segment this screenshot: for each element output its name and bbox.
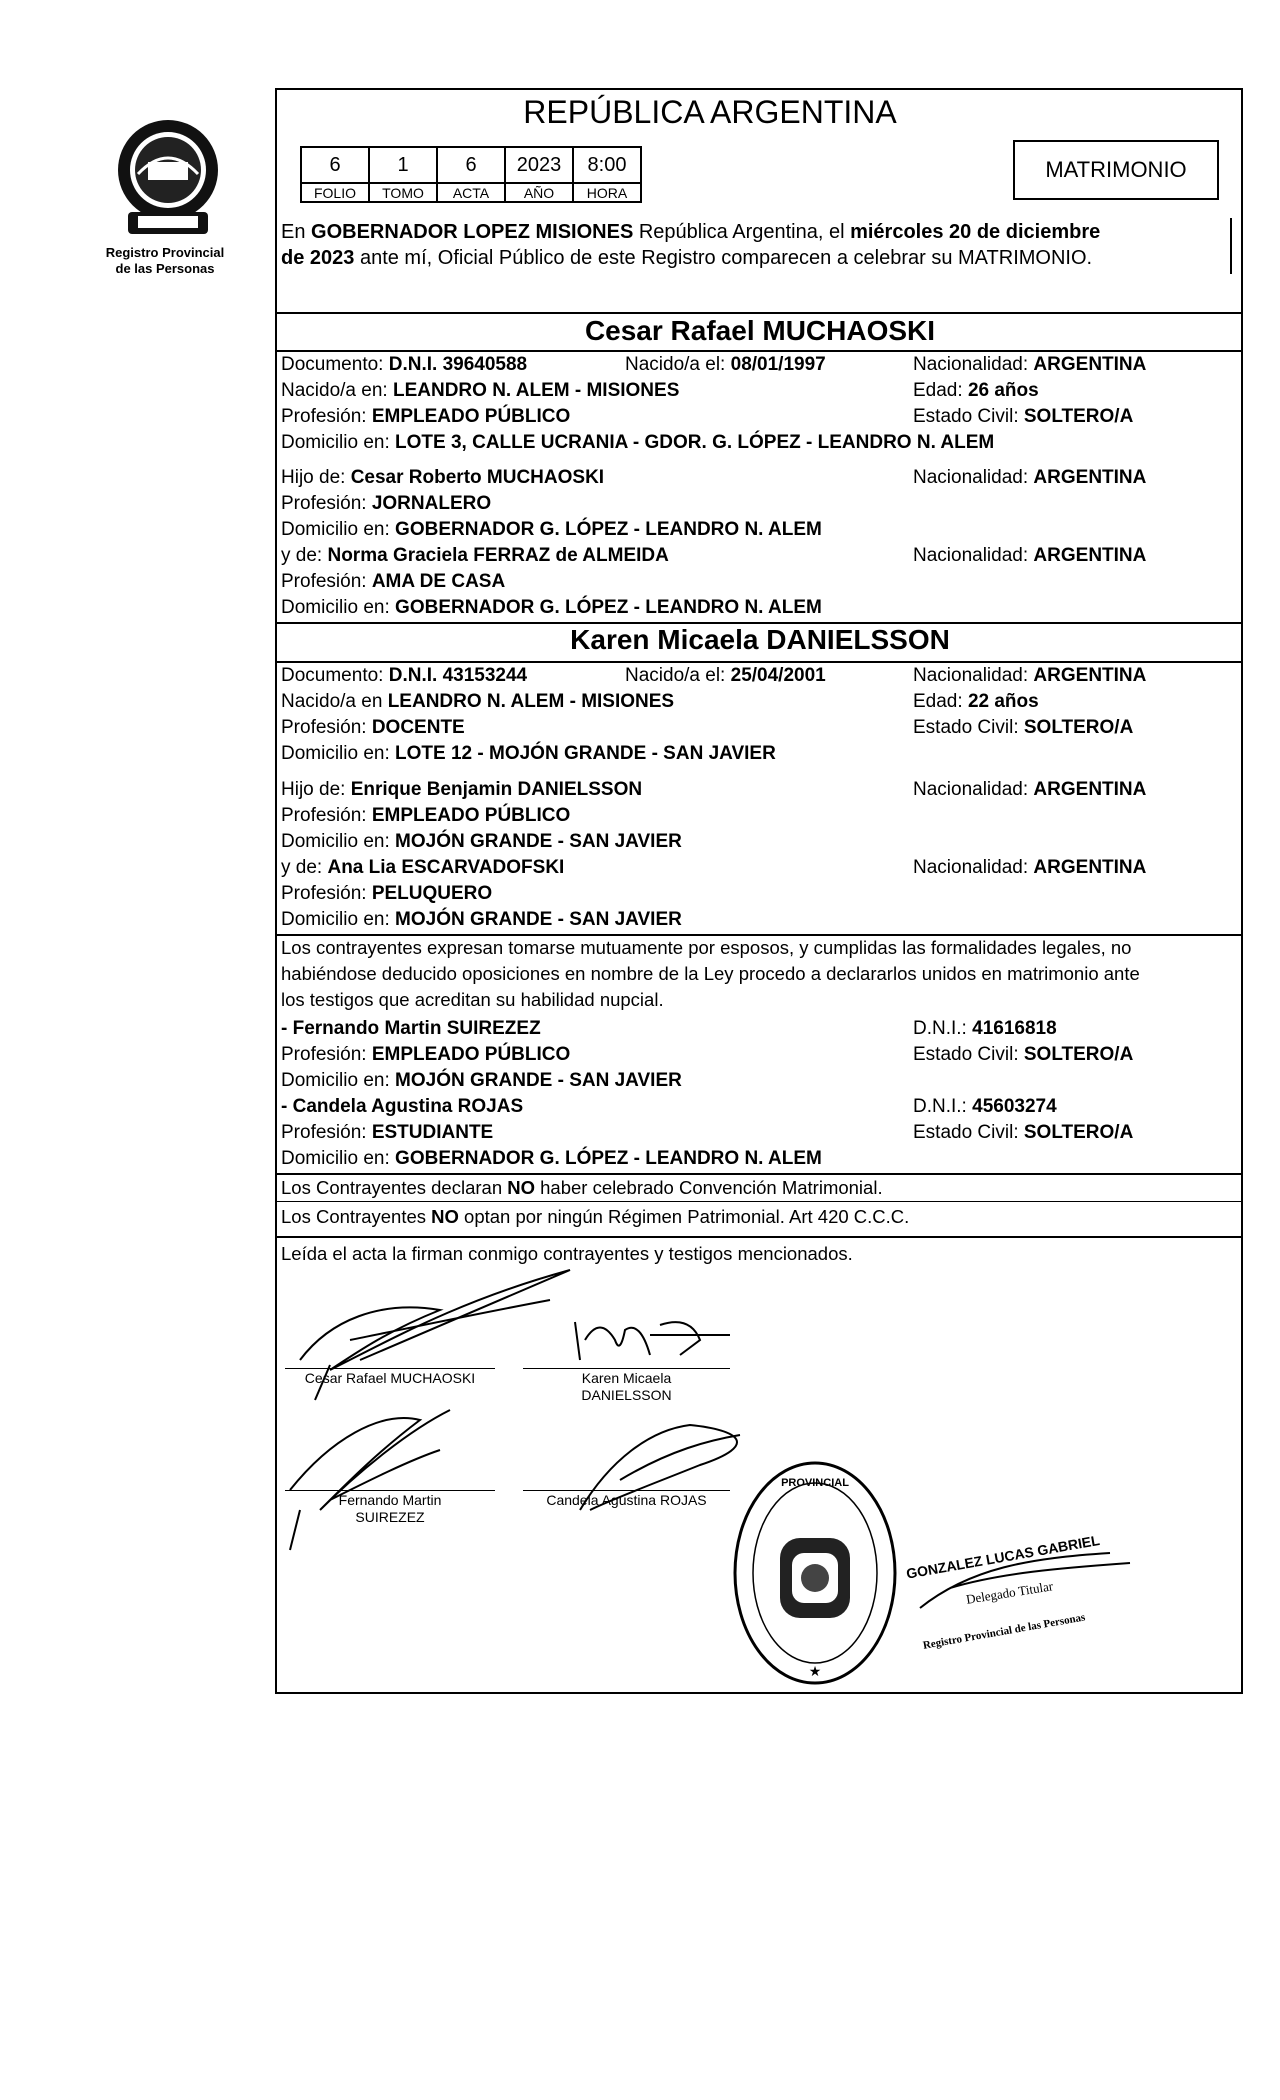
intro-right-border [1230, 218, 1232, 274]
officer-name: GONZALEZ LUCAS GABRIEL [905, 1531, 1101, 1582]
spouse2-father-profession: Profesión: EMPLEADO PÚBLICO [281, 805, 571, 826]
spouse2-signature [575, 1322, 730, 1360]
spouse2-profession: Profesión: DOCENTE [281, 717, 465, 738]
spouse2-mother-nationality: Nacionalidad: ARGENTINA [913, 857, 1147, 878]
divider-closing [275, 1236, 1243, 1238]
spouse1-profession: Profesión: EMPLEADO PÚBLICO [281, 406, 571, 427]
province-seal-logo [108, 112, 228, 242]
spouse1-father-profession: Profesión: JORNALERO [281, 493, 492, 514]
witness1-signature-line [285, 1490, 495, 1491]
spouse1-signature-caption: Cesar Rafael MUCHAOSKI [304, 1370, 476, 1386]
witness2-address: Domicilio en: GOBERNADOR G. LÓPEZ - LEANDRO N. ALEM [281, 1148, 822, 1169]
acta-label: ACTA [437, 183, 505, 202]
declaration-line-3: los testigos que acreditan su habilidad nupcial. [281, 989, 664, 1010]
frame-bottom [275, 1692, 1243, 1694]
regime-line-1: Los Contrayentes declaran NO haber celebrado Convención Matrimonial. [281, 1177, 883, 1198]
spouse2-mother-address: Domicilio en: MOJÓN GRANDE - SAN JAVIER [281, 909, 682, 930]
divider-spouse1 [275, 312, 1243, 314]
spouse1-mother-address: Domicilio en: GOBERNADOR G. LÓPEZ - LEANDRO N. ALEM [281, 597, 822, 618]
tomo-label: TOMO [369, 183, 437, 202]
witness1-profession: Profesión: EMPLEADO PÚBLICO [281, 1044, 571, 1065]
spouse2-address: Domicilio en: LOTE 12 - MOJÓN GRANDE - SAN JAVIER [281, 743, 776, 764]
doc-type-box [1013, 140, 1219, 200]
spouse1-mother-nationality: Nacionalidad: ARGENTINA [913, 545, 1147, 566]
spouse1-document: Documento: D.N.I. 39640588 [281, 354, 528, 375]
spouse2-mother-profession: Profesión: PELUQUERO [281, 883, 493, 904]
registry-table [300, 146, 642, 203]
spouse2-father: Hijo de: Enrique Benjamin DANIELSSON [281, 779, 643, 800]
svg-text:PROVINCIAL: PROVINCIAL [781, 1477, 849, 1489]
hora-value: 8:00 [573, 147, 641, 183]
spouse2-birthdate: Nacido/a el: 25/04/2001 [625, 665, 826, 686]
spouse2-name: Karen Micaela DANIELSSON [570, 624, 950, 655]
witness2-name: - Candela Agustina ROJAS [281, 1096, 524, 1117]
spouse2-mother: y de: Ana Lia ESCARVADOFSKI [281, 857, 565, 878]
witness1-civil-status: Estado Civil: SOLTERO/A [913, 1044, 1134, 1065]
spouse1-birthplace: Nacido/a en: LEANDRO N. ALEM - MISIONES [281, 380, 680, 401]
official-stamp [730, 1458, 900, 1688]
svg-text:★: ★ [808, 1663, 822, 1679]
spouse1-father: Hijo de: Cesar Roberto MUCHAOSKI [281, 467, 605, 488]
spouse2-birthplace: Nacido/a en LEANDRO N. ALEM - MISIONES [281, 691, 675, 712]
spouse2-document: Documento: D.N.I. 43153244 [281, 665, 528, 686]
spouse2-father-address: Domicilio en: MOJÓN GRANDE - SAN JAVIER [281, 831, 682, 852]
spouse2-signature-line [523, 1368, 730, 1369]
intro-line-2: de 2023 ante mí, Oficial Público de este Registro comparecen a celebrar su MATRIMONIO. [281, 247, 1093, 269]
spouse1-mother: y de: Norma Graciela FERRAZ de ALMEIDA [281, 545, 669, 566]
intro-line-1: En GOBERNADOR LOPEZ MISIONES República Argentina, el miércoles 20 de diciembre [281, 221, 1101, 243]
spouse1-mother-profession: Profesión: AMA DE CASA [281, 571, 506, 592]
regime-line-2: Los Contrayentes NO optan por ningún Régimen Patrimonial. Art 420 C.C.C. [281, 1206, 910, 1227]
anio-value: 2023 [505, 147, 573, 183]
witness2-civil-status: Estado Civil: SOLTERO/A [913, 1122, 1134, 1143]
acta-value: 6 [437, 147, 505, 183]
spouse1-nationality: Nacionalidad: ARGENTINA [913, 354, 1147, 375]
closing-text: Leída el acta la firman conmigo contrayentes y testigos mencionados. [281, 1243, 853, 1264]
spouse2-father-nationality: Nacionalidad: ARGENTINA [913, 779, 1147, 800]
witness1-address: Domicilio en: MOJÓN GRANDE - SAN JAVIER [281, 1070, 682, 1091]
folio-value: 6 [301, 147, 369, 183]
witness2-signature-line [523, 1490, 730, 1491]
spouse1-birthdate: Nacido/a el: 08/01/1997 [625, 354, 826, 375]
witness1-name: - Fernando Martin SUIREZEZ [281, 1018, 541, 1039]
spouse1-father-nationality: Nacionalidad: ARGENTINA [913, 467, 1147, 488]
spouse1-name: Cesar Rafael MUCHAOSKI [584, 315, 936, 346]
spouse2-signature-caption: Karen Micaela DANIELSSON [581, 1370, 672, 1403]
spouse2-nationality: Nacionalidad: ARGENTINA [913, 665, 1147, 686]
declaration-line-1: Los contrayentes expresan tomarse mutuamente por esposos, y cumplidas las formalidades legales, no [281, 937, 1132, 958]
spouse2-civil-status: Estado Civil: SOLTERO/A [913, 717, 1134, 738]
declaration-line-2: habiéndose deducido oposiciones en nombre de la Ley procedo a declararlos unidos en matrimonio ante [281, 963, 1140, 984]
logo-caption: Registro Provincial de las Personas [105, 245, 225, 276]
doc-type-label: MATRIMONIO [1045, 157, 1187, 182]
hora-label: HORA [573, 183, 641, 202]
witness1-dni: D.N.I.: 41616818 [913, 1018, 1057, 1039]
spouse1-age: Edad: 26 años [913, 380, 1039, 401]
frame-top [275, 88, 1243, 90]
tomo-value: 1 [369, 147, 437, 183]
officer-office: Registro Provincial de las Personas [922, 1611, 1087, 1652]
spouse1-address: Domicilio en: LOTE 3, CALLE UCRANIA - GDOR. G. LÓPEZ - LEANDRO N. ALEM [281, 432, 995, 453]
spouse1-signature [300, 1270, 570, 1370]
divider-regime-inner [275, 1201, 1243, 1202]
officer-title: Delegado Titular [965, 1578, 1055, 1607]
country-title: REPÚBLICA ARGENTINA [523, 94, 897, 130]
spouse1-civil-status: Estado Civil: SOLTERO/A [913, 406, 1134, 427]
spouse2-age: Edad: 22 años [913, 691, 1039, 712]
folio-label: FOLIO [301, 183, 369, 202]
anio-label: AÑO [505, 183, 573, 202]
witness2-signature-caption: Candela Agustina ROJAS [546, 1492, 707, 1508]
spouse1-signature-line [285, 1368, 495, 1369]
witness2-profession: Profesión: ESTUDIANTE [281, 1122, 494, 1143]
witness2-dni: D.N.I.: 45603274 [913, 1096, 1057, 1117]
witness1-signature-caption: Fernando Martin SUIREZEZ [338, 1492, 442, 1525]
spouse1-father-address: Domicilio en: GOBERNADOR G. LÓPEZ - LEANDRO N. ALEM [281, 519, 822, 540]
